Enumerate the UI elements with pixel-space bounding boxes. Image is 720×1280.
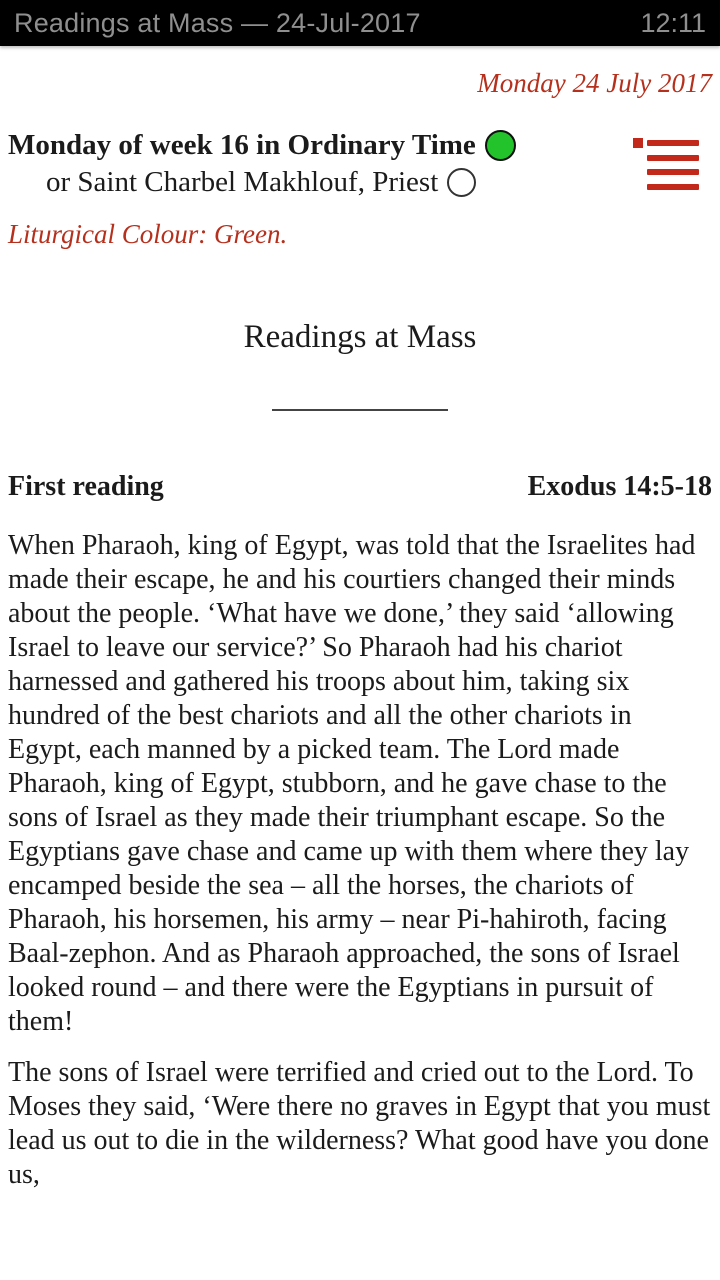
page-content <box>0 68 720 1192</box>
reading-paragraph: When Pharaoh, king of Egypt, was told that the Israelites had made their escape, he and his courtiers changed their minds about the people. ‘What have we done,’ they said ‘allowing Israel to leave our service?’ So Pharaoh had his chariot harnessed and gathered his troops about him, taking six hundred of the best chariots and all the other chariots in Egypt, each manned by a picked team. The Lord made Pharaoh, king of Egypt, stubborn, and he gave chase to the sons of Israel as they made their triumphant escape. So the Egyptians gave chase and came up with them where they lay encamped beside the sea – all the horses, the chariots of Pharaoh, his horsemen, his army – near Pi-hahiroth, facing Baal-zephon. And as Pharaoh approached, the sons of Israel looked round – and there were the Egyptians in pursuit of them! <box>8 530 696 1037</box>
celebration-titles <box>8 127 633 201</box>
reading-heading: First reading <box>8 471 164 502</box>
menu-bullet-square <box>633 138 643 148</box>
menu-bar <box>647 155 699 161</box>
liturgical-colour-note: Liturgical Colour: Green. <box>8 219 288 249</box>
date-heading: Monday 24 July 2017 <box>477 68 712 98</box>
celebration-secondary <box>8 164 633 201</box>
menu-bar <box>647 184 699 190</box>
reading-paragraph: The sons of Israel were terrified and cried out to the Lord. To Moses they said, ‘Were there no graves in Egypt that you must lead us out to die in the wilderness? What good have you done us, <box>8 1057 711 1190</box>
list-menu-icon[interactable] <box>633 138 699 190</box>
celebration-secondary-label: or Saint Charbel Makhlouf, Priest <box>46 166 439 198</box>
section-divider <box>272 409 448 411</box>
green-circle-selected-icon[interactable] <box>485 130 516 161</box>
reading-reference: Exodus 14:5-18 <box>527 471 712 502</box>
celebration-primary <box>8 127 633 164</box>
page-title: Readings at Mass <box>243 319 477 355</box>
menu-bar <box>647 169 699 175</box>
reading-header <box>8 470 712 504</box>
app-bar-title: Readings at Mass — 24-Jul-2017 <box>14 7 421 38</box>
menu-bar <box>647 140 699 146</box>
celebration-block <box>8 127 712 201</box>
celebration-primary-label: Monday of week 16 in Ordinary Time <box>8 129 476 161</box>
status-clock: 12:11 <box>640 7 706 38</box>
white-circle-unselected-icon[interactable] <box>447 168 476 197</box>
app-bar <box>0 0 720 46</box>
